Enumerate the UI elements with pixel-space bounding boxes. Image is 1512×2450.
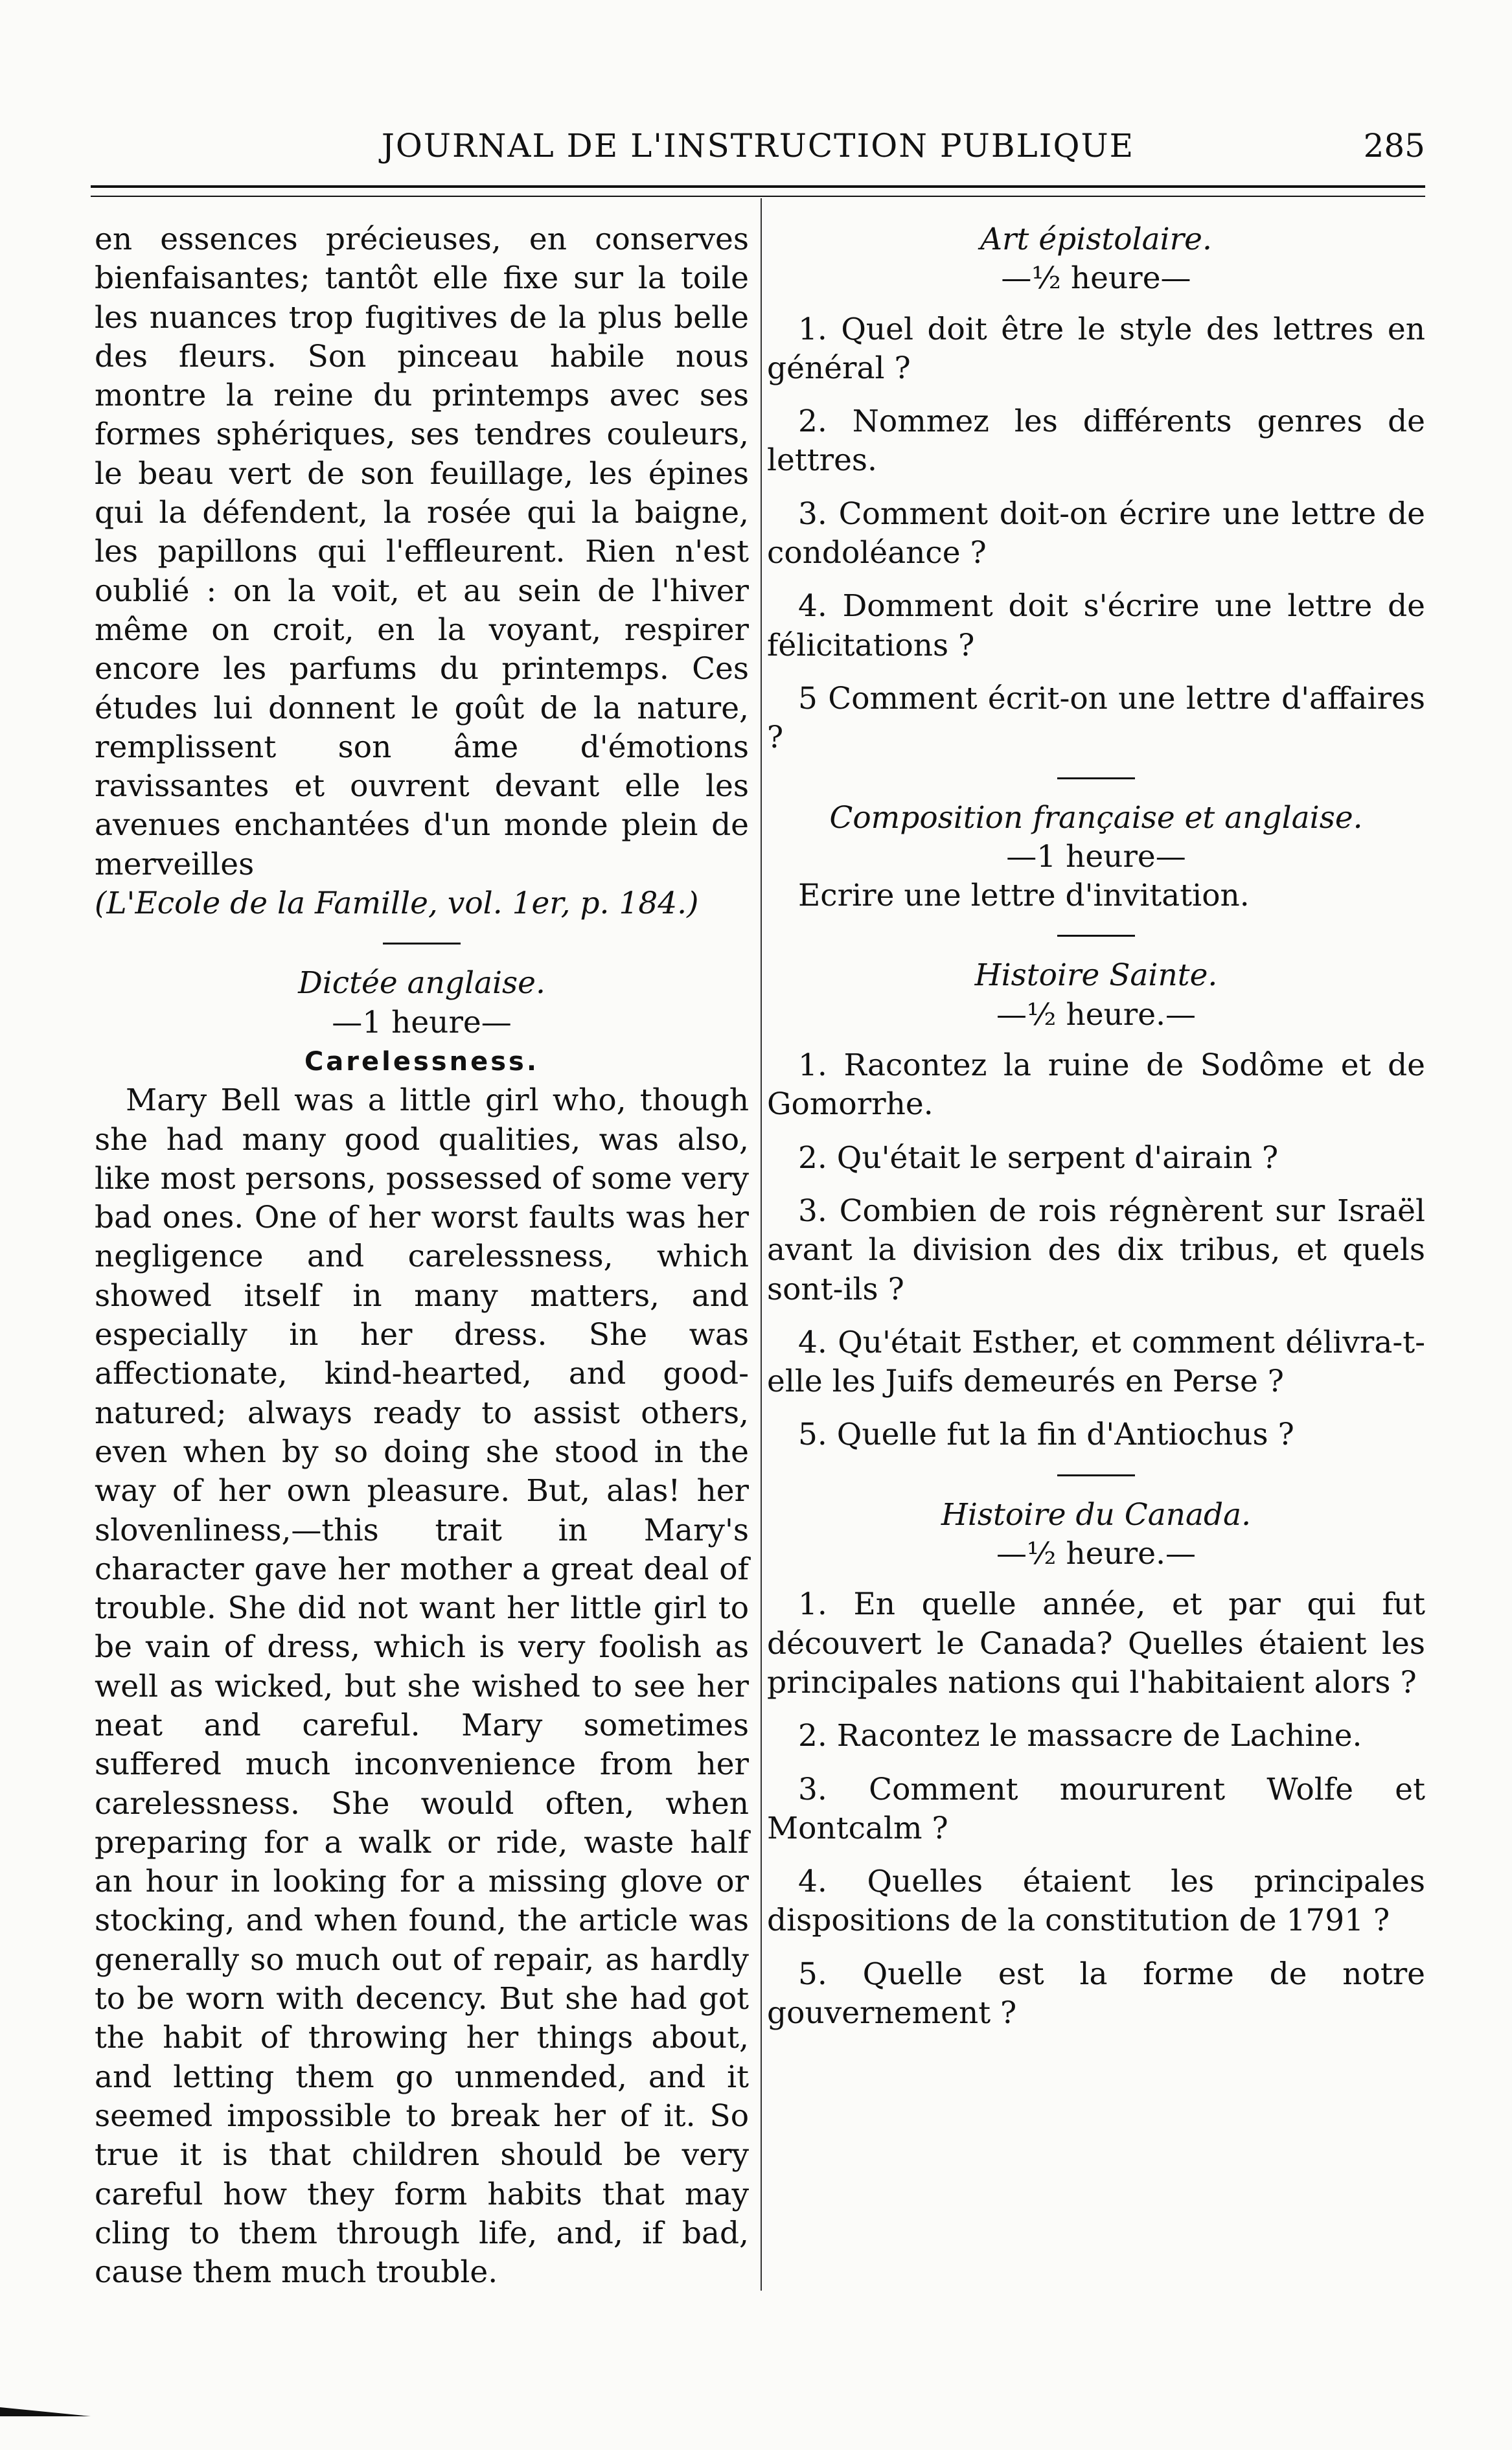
- right-column: [767, 220, 1425, 2033]
- dictation-text: Mary Bell was a little girl who, though she had many good qualities, was also, like most persons, possessed of some very bad ones. One of her worst faults was her negligence and carelessness, which showed itself in many matters, and especially in her dress. She was affectionate, kind-hearted, and good-natured; always ready to assist others, even when by so doing she stood in the way of her own pleasure. But, alas! her slovenliness,—this trait in Mary's character gave her mother a great deal of trouble. She did not want her little girl to be vain of dress, which is very foolish as well as wicked, but she wished to see her neat and careful. Mary sometimes suffered much inconvenience from her carelessness. She would often, when preparing for a walk or ride, waste half an hour in looking for a missing glove or stocking, and when found, the article was generally so much out of repair, as hardly to be worn with decency. But she had got the habit of throwing her things about, and letting them go unmended, and it seemed impossible to break her of it. So true it is that children should be very careful how they form habits that may cling to them through life, and, if bad, cause them much trouble.: [95, 1082, 749, 2291]
- dictation-title: Carelessness.: [304, 1046, 540, 1077]
- intro-paragraph: en essences précieuses, en conserves bienfaisantes; tantôt elle fixe sur la toile les nuances trop fugitives de la plus belle des fleurs. Son pinceau habile nous montre la reine du printemps avec ses formes sphériques, ses tendres couleurs, le beau vert de son feuillage, les épines qui la défendent, la rosée qui la baigne, les papillons qui l'effleurent. Rien n'est oublié : on la voit, et au sein de l'hiver même on croit, en la voyant, respirer encore les parfums du printemps. Ces études lui donnent le goût de la nature, remplissent son âme d'émotions ravissantes et ouvrent devant elle les avenues enchantées d'un monde plein de merveilles: [95, 222, 749, 882]
- question: Ecrire une lettre d'invitation.: [798, 878, 1250, 914]
- page-number: 285: [1363, 127, 1425, 165]
- header-rule-thin: [91, 196, 1425, 197]
- question: 2. Racontez le massacre de Lachine.: [798, 1718, 1362, 1754]
- header-rule: [91, 185, 1425, 188]
- question: 5 Comment écrit-on une lettre d'affaires ?: [767, 680, 1425, 756]
- question: 4. Domment doit s'écrire une lettre de félicitations ?: [767, 588, 1425, 663]
- question: 2. Qu'était le serpent d'airain ?: [798, 1139, 1279, 1176]
- section-title-histoire-sainte: Histoire Sainte.: [974, 957, 1218, 994]
- question: 5. Quelle fut la fin d'Antiochus ?: [798, 1417, 1294, 1453]
- question: 1. Quel doit être le style des lettres en général ?: [767, 311, 1425, 386]
- section-title-histoire-canada: Histoire du Canada.: [941, 1496, 1252, 1533]
- question: 5. Quelle est la forme de notre gouvernement ?: [767, 1956, 1425, 2031]
- question: 4. Quelles étaient les principales dispositions de la constitution de 1791 ?: [767, 1864, 1425, 1939]
- page-edge-mark: [0, 2407, 91, 2416]
- question: 1. En quelle année, et par qui fut découvert le Canada? Quelles étaient les principales nations qui l'habitaient alors ?: [767, 1586, 1425, 1700]
- section-duration: —½ heure.—: [996, 1536, 1197, 1572]
- left-column: [95, 220, 749, 2292]
- question: 1. Racontez la ruine de Sodôme et de Gomorrhe.: [767, 1048, 1425, 1123]
- section-duration: —½ heure—: [1001, 260, 1191, 297]
- journal-title: JOURNAL DE L'INSTRUCTION PUBLIQUE: [381, 127, 1135, 165]
- section-duration: —1 heure—: [1006, 838, 1186, 875]
- question: 3. Comment doit-on écrire une lettre de condoléance ?: [767, 496, 1425, 571]
- question: 4. Qu'était Esther, et comment délivra-t-elle les Juifs demeurés en Perse ?: [767, 1324, 1425, 1400]
- section-title-composition: Composition française et anglaise.: [829, 799, 1363, 836]
- question: 3. Combien de rois régnèrent sur Israël avant la division des dix tribus, et quels sont-ils ?: [767, 1193, 1425, 1307]
- section-title-dictee: Dictée anglaise.: [298, 965, 545, 1002]
- running-header: [91, 127, 1425, 172]
- section-duration: —1 heure—: [332, 1004, 512, 1040]
- citation: (L'Ecole de la Famille, vol. 1er, p. 184.): [95, 886, 699, 922]
- section-title-art-epistolaire: Art épistolaire.: [980, 222, 1212, 257]
- question: 2. Nommez les différents genres de lettres.: [767, 404, 1425, 479]
- question: 3. Comment moururent Wolfe et Montcalm ?: [767, 1771, 1425, 1846]
- column-divider: [761, 198, 762, 2291]
- section-duration: —½ heure.—: [996, 996, 1197, 1033]
